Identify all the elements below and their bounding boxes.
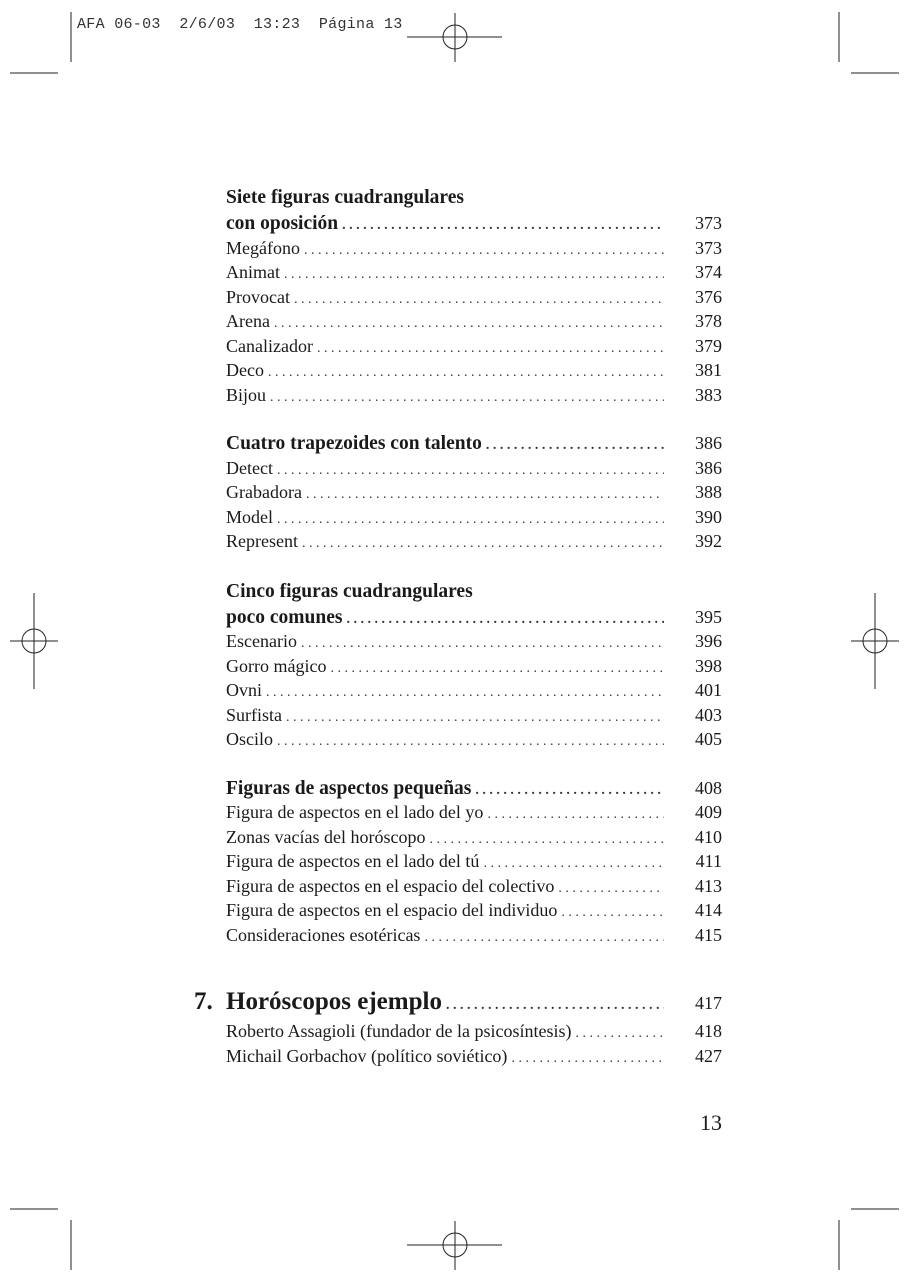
toc-entry-title: Ovni [226,678,262,703]
toc-page-number: 415 [695,924,722,945]
toc-entry[interactable] [226,849,722,874]
toc-section-cuatro-trapezoides [226,431,722,554]
toc-entry-title: Gorro mágico [226,654,326,679]
toc-heading: Cinco figuras cuadrangulares [226,580,473,602]
toc-page-number: 414 [695,900,722,920]
toc-section-cinco-figuras [226,578,722,752]
dot-leader [302,532,664,557]
toc-page-number: 395 [695,606,722,627]
toc-heading-title: Cuatro trapezoides con talento [226,432,482,457]
toc-entry-title: Provocat [226,285,290,310]
toc-page-number: 403 [695,704,722,725]
toc-entry[interactable] [226,703,722,728]
toc-entry[interactable] [226,678,722,703]
toc-page-number: 376 [695,286,722,307]
chapter-title: Horóscopos ejemplo [226,985,442,1019]
toc-page-number: 410 [695,826,722,847]
chapter-number: 7. [194,988,213,1015]
toc-entry[interactable] [226,285,722,310]
toc-section-figuras-pequenas [226,776,722,948]
toc-entry[interactable] [226,529,722,554]
registration-mark-left [10,593,58,689]
toc-heading: Siete figuras cuadrangulares [226,187,464,208]
toc-page-number: 409 [695,802,722,822]
toc-entry[interactable] [226,334,722,359]
toc-entry-title: Deco [226,358,264,383]
registration-mark-right [851,593,899,689]
toc-heading-title: Figuras de aspectos pequeñas [226,777,471,802]
print-slug: AFA 06-03 2/6/03 13:23 Página 13 [77,16,403,33]
toc-entry[interactable] [226,260,722,285]
toc-entry-title: Model [226,505,273,530]
toc-heading-row[interactable] [226,605,722,630]
toc-entry[interactable] [226,505,722,530]
toc-entry[interactable] [226,480,722,505]
toc-entry-title: Escenario [226,629,297,654]
toc-page-number: 418 [695,1021,722,1041]
toc-page-number: 390 [695,506,722,527]
table-of-contents [194,184,722,1092]
toc-entry[interactable] [226,800,722,825]
dot-leader [424,926,664,951]
toc-page-number: 427 [695,1045,722,1066]
toc-heading-row[interactable] [226,431,722,456]
toc-page-number: 379 [695,335,722,356]
toc-page-number: 373 [695,213,722,233]
toc-entry-title: Bijou [226,383,266,408]
toc-entry-title: Surfista [226,703,282,728]
toc-entry-title: Detect [226,456,273,481]
toc-entry-title: Zonas vacías del horóscopo [226,825,425,850]
toc-page-number: 378 [695,311,722,331]
toc-entry-title: Represent [226,529,298,554]
dot-leader [277,730,664,755]
dot-leader [270,386,664,411]
toc-page-number: 396 [695,631,722,651]
toc-entry[interactable] [226,727,722,752]
toc-entry[interactable] [226,825,722,850]
toc-page-number: 413 [695,875,722,896]
toc-entry-title: Grabadora [226,480,302,505]
dot-leader [511,1047,664,1072]
toc-heading-row[interactable] [226,776,722,801]
toc-entry-title: Consideraciones esotéricas [226,923,420,948]
toc-page-number: 417 [695,993,722,1013]
toc-entry[interactable] [226,923,722,948]
toc-page-number: 386 [695,457,722,478]
toc-entry-title: Arena [226,309,270,334]
toc-entry[interactable] [226,1019,722,1044]
toc-heading-title: poco comunes [226,606,342,631]
toc-page-number: 373 [695,237,722,258]
toc-page-number: 386 [695,433,722,453]
toc-entry-title: Figura de aspectos en el espacio del colectivo [226,874,554,899]
toc-heading-title: con oposición [226,212,338,237]
toc-entry[interactable] [226,236,722,261]
toc-entry-title: Michail Gorbachov (político soviético) [226,1044,507,1069]
toc-entry-title: Oscilo [226,727,273,752]
toc-entry-title: Canalizador [226,334,313,359]
toc-entry-title: Roberto Assagioli (fundador de la psicosíntesis) [226,1019,571,1044]
toc-entry[interactable] [226,358,722,383]
toc-entry[interactable] [226,383,722,408]
toc-page-number: 388 [695,482,722,502]
toc-entry[interactable] [226,1044,722,1069]
toc-entry-title: Figura de aspectos en el lado del tú [226,849,479,874]
toc-entry[interactable] [226,629,722,654]
toc-entry-title: Animat [226,260,280,285]
dot-leader [446,989,664,1023]
toc-page-number: 411 [695,851,722,871]
toc-entry-title: Figura de aspectos en el espacio del individuo [226,898,557,923]
toc-entry-title: Megáfono [226,236,300,261]
registration-mark-top [407,13,502,62]
toc-heading-row[interactable] [226,211,722,236]
toc-page-number: 408 [695,777,722,798]
toc-page-number: 392 [695,531,722,551]
toc-page-number: 381 [695,360,722,380]
toc-entry[interactable] [226,874,722,899]
toc-entry[interactable] [226,309,722,334]
toc-page-number: 398 [695,655,722,676]
toc-page-number: 401 [695,680,722,700]
toc-chapter-row[interactable] [194,985,722,1019]
toc-chapter-7 [194,985,722,1068]
toc-section-siete-figuras [226,184,722,407]
toc-entry-title: Figura de aspectos en el lado del yo [226,800,483,825]
toc-page-number: 405 [695,729,722,749]
page-number: 13 [700,1110,722,1135]
toc-entry[interactable] [226,456,722,481]
registration-mark-bottom [407,1221,502,1270]
toc-entry[interactable] [226,898,722,923]
toc-entry[interactable] [226,654,722,679]
toc-page-number: 374 [695,262,722,282]
toc-page-number: 383 [695,384,722,405]
